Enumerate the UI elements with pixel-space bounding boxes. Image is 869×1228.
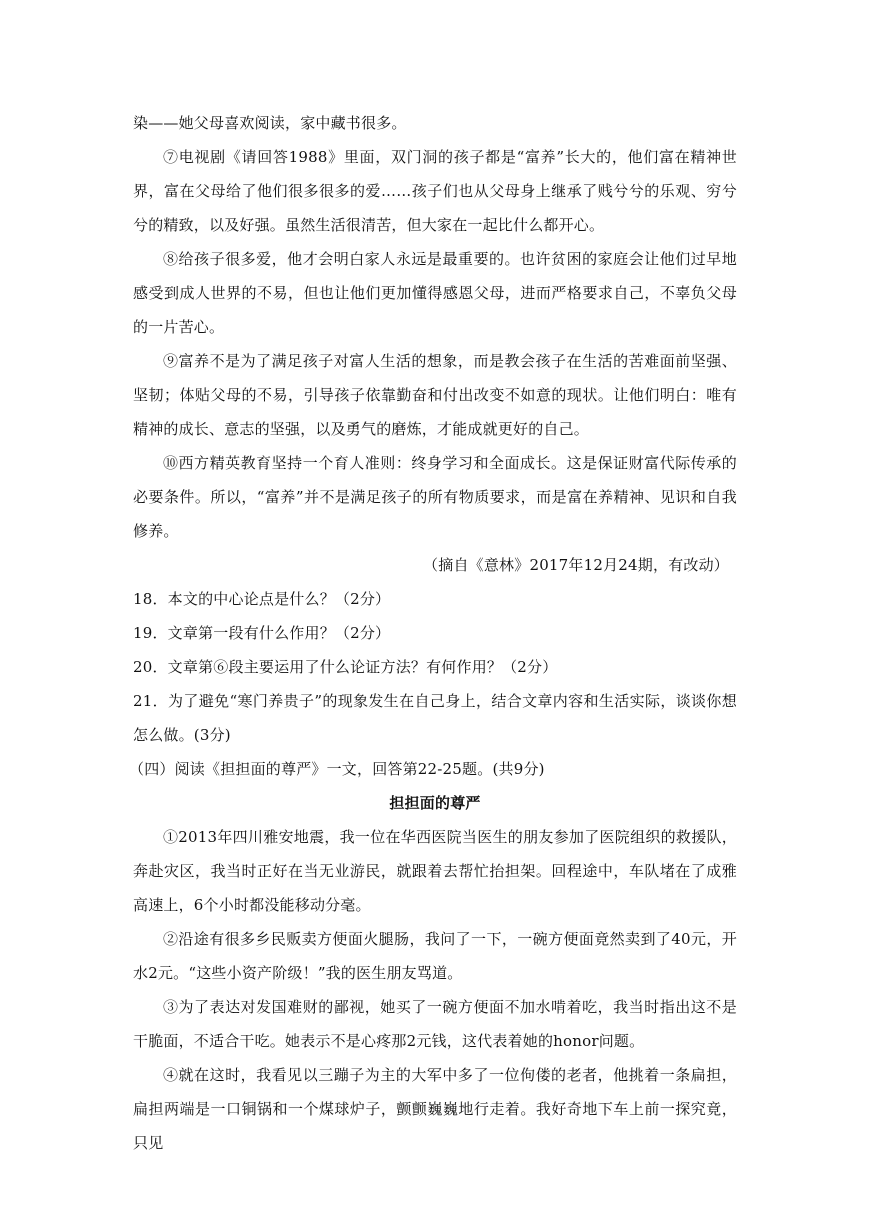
section4-paragraph-3: ③为了表达对发国难财的鄙视，她买了一碗方便面不加水啃着吃，我当时指出这不是干脆面，不适合干吃。她表示不是心疼那2元钱，这代表着她的honor问题。 (133, 998, 737, 1050)
paragraph-8: ⑧给孩子很多爱，他才会明白家人永远是最重要的。也许贫困的家庭会让他们过早地感受到成人世界的不易，但也让他们更加懂得感恩父母，进而严格要求自己，不辜负父母的一片苦心。 (133, 250, 737, 336)
section4-paragraph-1: ①2013年四川雅安地震，我一位在华西医院当医生的朋友参加了医院组织的救援队，奔赴灾区，我当时正好在当无业游民，就跟着去帮忙抬担架。回程途中，车队堵在了成雅高速上，6个小时都没能移动分毫。 (133, 828, 737, 914)
document-body (129, 106, 737, 1160)
paragraph-10: ⑩西方精英教育坚持一个育人准则：终身学习和全面成长。这是保证财富代际传承的必要条件。所以，“富养”并不是满足孩子的所有物质要求，而是富在养精神、见识和自我修养。 (133, 454, 737, 540)
section4-paragraph-4: ④就在这时，我看见以三蹦子为主的大军中多了一位佝偻的老者，他挑着一条扁担，扁担两端是一口铜锅和一个煤球炉子，颤颤巍巍地行走着。我好奇地下车上前一探究竟，只见 (133, 1066, 737, 1152)
paragraph-continued: 染——她父母喜欢阅读，家中藏书很多。 (133, 114, 407, 132)
paragraph-9: ⑨富养不是为了满足孩子对富人生活的想象，而是教会孩子在生活的苦难面前坚强、坚韧；体贴父母的不易，引导孩子依靠勤奋和付出改变不如意的现状。让他们明白：唯有精神的成长、意志的坚强，以及勇气的磨炼，才能成就更好的自己。 (133, 352, 737, 438)
question-18: 18．本文的中心论点是什么？（2分） (133, 590, 391, 608)
article-title: 担担面的尊严 (389, 794, 481, 812)
question-20: 20．文章第⑥段主要运用了什么论证方法？有何作用？（2分） (133, 658, 558, 676)
section-4-intro: （四）阅读《担担面的尊严》一文，回答第22-25题。(共9分) (129, 760, 545, 778)
question-21: 21．为了避免“寒门养贵子”的现象发生在自己身上，结合文章内容和生活实际，谈谈你想怎么做。(3分) (133, 692, 737, 744)
section4-paragraph-2: ②沿途有很多乡民贩卖方便面火腿肠，我问了一下，一碗方便面竟然卖到了40元，开水2元。“这些小资产阶级！”我的医生朋友骂道。 (133, 930, 737, 982)
article-source: （摘自《意林》2017年12月24期，有改动） (423, 556, 729, 574)
question-19: 19．文章第一段有什么作用？（2分） (133, 624, 391, 642)
paragraph-7: ⑦电视剧《请回答1988》里面，双门洞的孩子都是“富养”长大的，他们富在精神世界，富在父母给了他们很多很多的爱……孩子们也从父母身上继承了贱兮兮的乐观、穷兮兮的精致，以及好强。虽然生活很清苦，但大家在一起比什么都开心。 (133, 148, 737, 234)
